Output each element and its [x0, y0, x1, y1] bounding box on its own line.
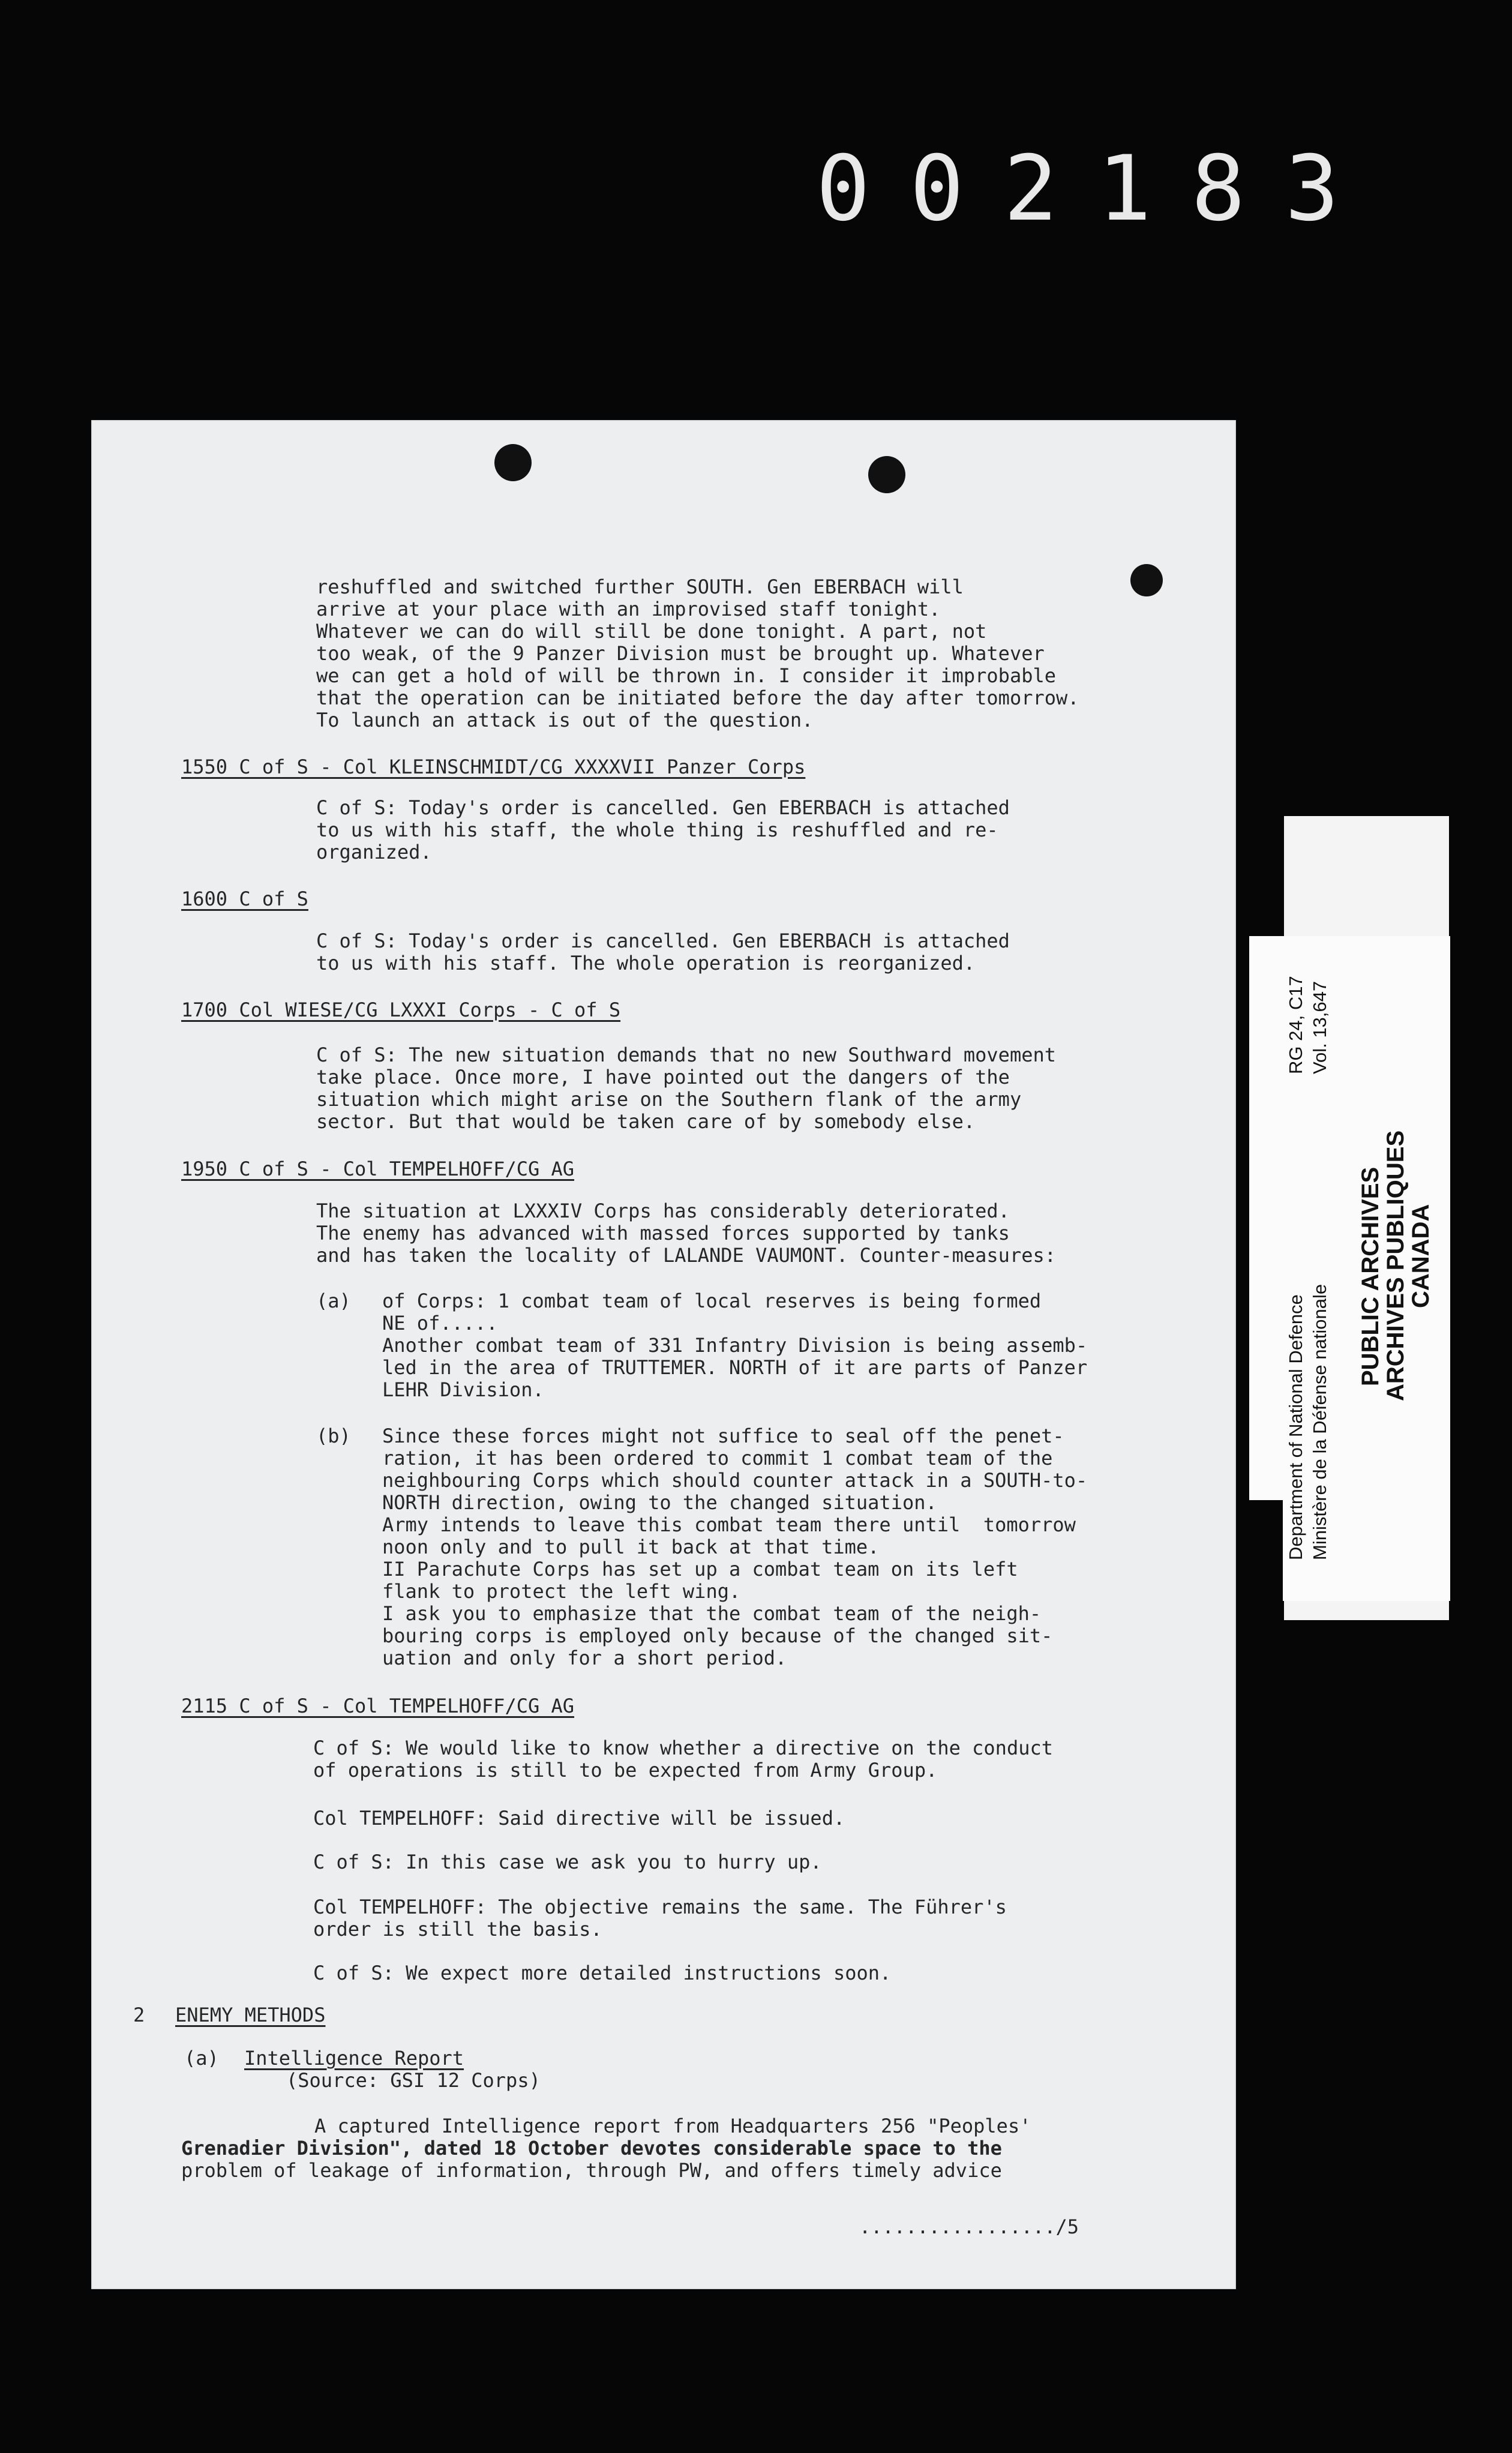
section-2-number: 2	[133, 2004, 145, 2026]
heading-1600: 1600 C of S	[181, 887, 308, 910]
heading-1950: 1950 C of S - Col TEMPELHOFF/CG AG	[181, 1157, 575, 1180]
heading-1700: 1700 Col WIESE/CG LXXXI Corps - C of S	[181, 998, 621, 1021]
item-a: of Corps: 1 combat team of local reserves is being formed NE of..... Another combat team of 331 Infantry Division is being assemb- led in the area of TRUTTEMER. NORTH of it are parts of Panzer LEHR Division.	[382, 1290, 1088, 1401]
dialogue-3: C of S: In this case we ask you to hurry up.	[313, 1851, 822, 1873]
paragraph-1950: The situation at LXXXIV Corps has considerably deteriorated. The enemy has advanced with massed forces supported by tanks and has taken the locality of LALANDE VAUMONT. Counter-measures:	[316, 1199, 1056, 1267]
paragraph-1550: C of S: Today's order is cancelled. Gen EBERBACH is attached to us with his staff, the whole thing is reshuffled and re- organized.	[316, 796, 1010, 863]
stamp-archive-fr: ARCHIVES PUBLIQUES	[1382, 1130, 1409, 1401]
stamp-archive-canada: CANADA	[1408, 1204, 1434, 1308]
paragraph-1700: C of S: The new situation demands that no new Southward movement take place. Once more, I have pointed out the dangers of the situation which might arise on the Southern flank of the army sector. But that would be taken care of by somebody else.	[316, 1043, 1056, 1133]
paragraph-1: reshuffled and switched further SOUTH. Gen EBERBACH will arrive at your place with an improvised staff tonight. Whatever we can do will still be done tonight. A part, not too weak, of the 9 Panzer Division must be brought up. Whatever we can get a hold of will be thrown in. I consider it improbable that the operation can be initiated before the day after tomorrow. To launch an attack is out of the question.	[316, 575, 1079, 731]
continuation-marker: ................./5	[859, 2215, 1079, 2238]
stamp-notch	[1249, 816, 1284, 936]
item-b: Since these forces might not suffice to seal off the penet- ration, it has been ordered to commit 1 combat team of the neighbouring Corps which should counter attack in a SOUTH-to- NORTH direction, owing to the changed situation. Army intends to leave this combat team there until tomorrow noon only and to pull it back at that time. II Parachute Corps has set up a combat team on its left flank to protect the left wing. I ask you to emphasize that the combat team of the neigh- bouring corps is employed only because of the changed sit- uation and only for a short period.	[382, 1425, 1088, 1669]
item-a-label: (a)	[316, 1290, 351, 1312]
stamp-ref-vol: Vol. 13,647	[1309, 980, 1330, 1074]
paragraph-final: A captured Intelligence report from Headquarters 256 "Peoples' Grenadier Division", dated 18 October devotes considerable space to the problem of leakage of information, through PW, and offers timely advice	[181, 2115, 1031, 2182]
section-2a-source: (Source: GSI 12 Corps)	[286, 2069, 541, 2092]
section-2a-label: (a)	[184, 2047, 219, 2070]
stamp-ministere: Ministère de la Défense nationale	[1309, 1284, 1330, 1560]
heading-2115: 2115 C of S - Col TEMPELHOFF/CG AG	[181, 1695, 575, 1717]
section-2-title: ENEMY METHODS	[175, 2004, 326, 2026]
stamp-department: Department of National Defence	[1285, 1294, 1306, 1560]
dialogue-5: C of S: We expect more detailed instructions soon.	[313, 1962, 892, 1984]
section-2a-title: Intelligence Report	[244, 2047, 464, 2070]
document-page	[91, 420, 1236, 2289]
dialogue-1: C of S: We would like to know whether a directive on the conduct of operations is still to be expected from Army Group.	[313, 1737, 1053, 1782]
page-text	[91, 420, 1236, 2238]
stamp-ref-rg: RG 24, C17	[1285, 976, 1306, 1074]
stamp-notch	[1249, 1500, 1283, 1620]
dialogue-4: Col TEMPELHOFF: The objective remains the same. The Führer's order is still the basis.	[313, 1896, 1007, 1941]
frame-number: 002183	[816, 137, 1379, 241]
paragraph-1600: C of S: Today's order is cancelled. Gen EBERBACH is attached to us with his staff. The whole operation is reorganized.	[316, 929, 1010, 974]
dialogue-2: Col TEMPELHOFF: Said directive will be issued.	[313, 1807, 845, 1830]
stamp-archive-en: PUBLIC ARCHIVES	[1357, 1166, 1384, 1386]
item-b-label: (b)	[316, 1425, 351, 1447]
heading-1550: 1550 C of S - Col KLEINSCHMIDT/CG XXXXVII Panzer Corps	[181, 755, 806, 778]
